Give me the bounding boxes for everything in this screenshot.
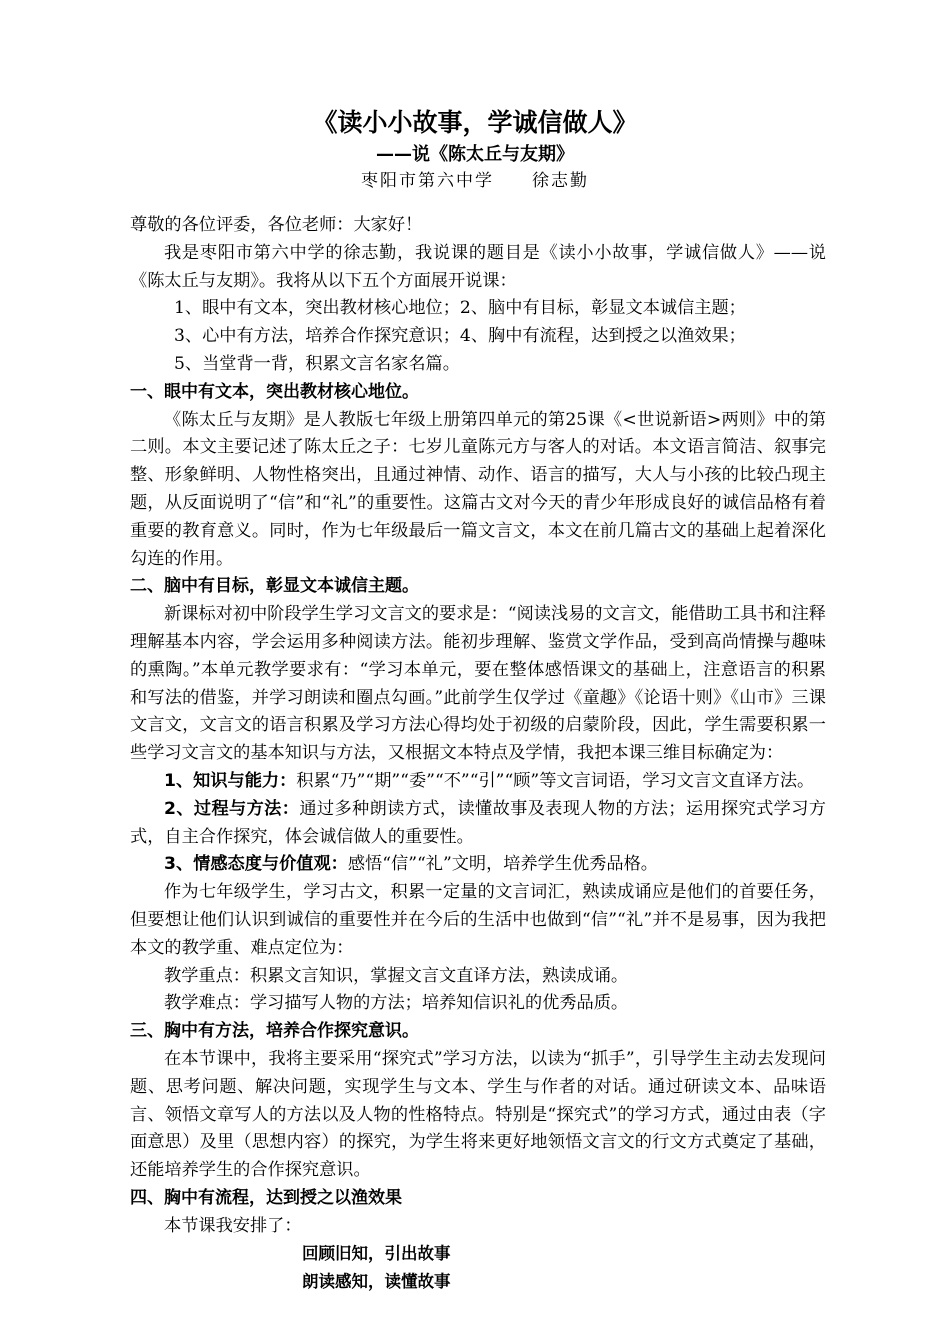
author-line: 枣阳市第六中学 徐志勤: [361, 171, 589, 191]
section-paragraph: 《陈太丘与友期》是人教版七年级上册第四单元的第25课《<世说新语>两则》中的第二则。本文主要记述了陈太丘之子：七岁儿童陈元方与客人的对话。本文语言简洁、叙事完整、形象鲜明、人物性格突出，且通过神情、动作、语言的描写，大人与小孩的比较凸现主题，从反面说明了“信”和“礼”的重要性。这篇古文对今天的青少年形成良好的诚信品格有着重要的教育意义。同时，作为七年级最后一篇文言文，本文在前几篇古文的基础上起着深化勾连的作用。: [130, 409, 826, 569]
objective-knowledge: [130, 768, 826, 796]
section-paragraph: 作为七年级学生，学习古文，积累一定量的文言词汇，熟读成诵应是他们的首要任务，但要想让他们认识到诚信的重要性并在今后的生活中也做到“信”“礼”并不是易事，因为我把本文的教学重、难点定位为：: [130, 882, 826, 958]
section-heading-4: 四、胸中有流程，达到授之以渔效果: [130, 1187, 402, 1208]
intro-paragraph: 我是枣阳市第六中学的徐志勤，我说课的题目是《读小小故事，学诚信做人》——说《陈太丘与友期》。我将从以下五个方面展开说课：: [130, 242, 826, 291]
outline-item: 3、心中有方法，培养合作探究意识；4、胸中有流程，达到授之以渔效果；: [174, 326, 746, 347]
section-heading-3: 三、胸中有方法，培养合作探究意识。: [130, 1021, 419, 1042]
document-subtitle: ——说《陈太丘与友期》: [376, 144, 574, 165]
objective-process: [130, 796, 826, 852]
document-title: 《读小小故事，学诚信做人》: [312, 108, 638, 137]
objective-label: 3、情感态度与价值观：: [164, 854, 348, 875]
outline-item: 1、眼中有文本，突出教材核心地位；2、脑中有目标，彰显文本诚信主题；: [174, 298, 746, 319]
lesson-step: 朗读感知，读懂故事: [302, 1272, 451, 1292]
objective-text: 通过多种朗读方式，读懂故事及表现人物的方法；运用探究式学习方式，自主合作探究，体会诚信做人的重要性。: [130, 798, 826, 847]
outline-item: 5、当堂背一背，积累文言名家名篇。: [174, 353, 460, 374]
section-heading-1: 一、眼中有文本，突出教材核心地位。: [130, 381, 419, 402]
objective-label: 1、知识与能力：: [164, 770, 297, 791]
objective-text: 积累“乃”“期”“委”“不”“引”“顾”等文言词语，学习文言文直译方法。: [296, 770, 815, 791]
document-body: [130, 212, 826, 1296]
section-paragraph: 新课标对初中阶段学生学习文言文的要求是：“阅读浅易的文言文，能借助工具书和注释理解基本内容，学会运用多种阅读方法。能初步理解、鉴赏文学作品，受到高尚情操与趣味的熏陶。”本单元教学要求有：“学习本单元，要在整体感悟课文的基础上，注意语言的积累和写法的借鉴，并学习朗读和圈点勾画。”此前学生仅学过《童趣》《论语十则》《山市》三课文言文，文言文的语言积累及学习方法心得均处于初级的启蒙阶段，因此，学生需要积累一些学习文言文的基本知识与方法，又根据文本特点及学情，我把本课三维目标确定为：: [130, 604, 826, 764]
greeting: 尊敬的各位评委，各位老师：大家好！: [130, 215, 423, 235]
objective-text: 感悟“信”“礼”文明，培养学生优秀品格。: [347, 854, 658, 875]
teaching-difficulty: 教学难点：学习描写人物的方法；培养知信识礼的优秀品质。: [164, 993, 629, 1014]
section-paragraph: 本节课我安排了：: [164, 1215, 302, 1236]
objective-label: 2、过程与方法：: [164, 798, 300, 819]
teaching-key-point: 教学重点：积累文言知识，掌握文言文直译方法，熟读成诵。: [164, 965, 629, 986]
section-heading-2: 二、脑中有目标，彰显文本诚信主题。: [130, 576, 419, 597]
lesson-step: 回顾旧知，引出故事: [302, 1244, 451, 1264]
section-paragraph: 在本节课中，我将主要采用“探究式”学习方法，以读为“抓手”，引导学生主动去发现问题、思考问题、解决问题，实现学生与文本、学生与作者的对话。通过研读文本、品味语言、领悟文章写人的方法以及人物的性格特点。特别是“探究式”的学习方式，通过由表（字面意思）及里（思想内容）的探究，为学生将来更好地领悟文言文的行文方式奠定了基础，还能培养学生的合作探究意识。: [130, 1048, 826, 1181]
objective-attitude: [130, 851, 826, 879]
